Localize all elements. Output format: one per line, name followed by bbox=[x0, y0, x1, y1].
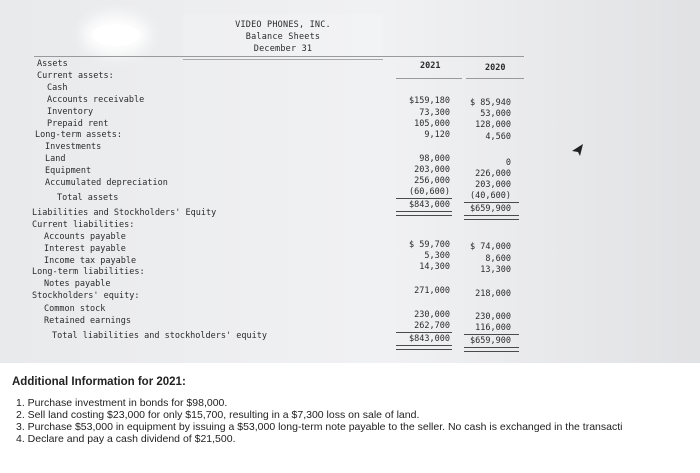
info-item-2: 2. Sell land costing $23,000 for only $15,700, resulting in a $7,300 loss on sale of land. bbox=[16, 409, 420, 421]
notes-label: Notes payable bbox=[44, 279, 111, 289]
subtotal-rule-2021 bbox=[396, 198, 452, 199]
investments-2020: 0 bbox=[505, 158, 511, 168]
ap-2020: $ 74,000 bbox=[470, 242, 511, 252]
total-le-2020: $659,900 bbox=[470, 336, 511, 346]
lt-assets-label: Long-term assets: bbox=[35, 130, 122, 140]
notes-2020: 218,000 bbox=[475, 289, 511, 299]
total-assets-label: Total assets bbox=[57, 193, 119, 203]
statement-header bbox=[183, 14, 383, 60]
interest-2021: 5,300 bbox=[424, 251, 450, 261]
mouse-cursor-icon bbox=[571, 143, 585, 159]
inventory-2020: 128,000 bbox=[475, 120, 511, 130]
interest-2020: 8,600 bbox=[485, 254, 511, 264]
info-item-4: 4. Declare and pay a cash dividend of $21,500. bbox=[16, 433, 236, 445]
investments-2021: 98,000 bbox=[419, 154, 450, 164]
equipment-label: Equipment bbox=[45, 166, 92, 176]
subtotal-le-rule-2020 bbox=[464, 334, 519, 335]
equipment-2021: 256,000 bbox=[414, 176, 450, 186]
acc-dep-2020: (40,600) bbox=[470, 191, 511, 201]
prepaid-2020: 4,560 bbox=[485, 132, 511, 142]
header-rule bbox=[34, 56, 524, 57]
land-2020: 226,000 bbox=[475, 169, 511, 179]
assets-heading: Assets bbox=[37, 59, 68, 69]
land-label: Land bbox=[45, 154, 66, 164]
re-2020: 116,000 bbox=[475, 323, 511, 333]
tax-2020: 13,300 bbox=[480, 265, 511, 275]
additional-info-title: Additional Information for 2021: bbox=[12, 376, 186, 388]
total-le-2021: $843,000 bbox=[409, 334, 450, 344]
total-le-label: Total liabilities and stockholders' equity bbox=[52, 331, 267, 341]
equipment-2020: 203,000 bbox=[475, 180, 511, 190]
info-item-3: 3. Purchase $53,000 in equipment by issuing a $53,000 long-term note payable to the seller. No cash is exchanged in the transacti bbox=[16, 421, 623, 433]
lt-liab-label: Long-term liabilities: bbox=[32, 267, 145, 277]
info-item-1: 1. Purchase investment in bonds for $98,000. bbox=[16, 397, 228, 409]
notes-2021: 271,000 bbox=[414, 286, 450, 296]
column-2021-rule bbox=[396, 78, 462, 79]
common-2021: 230,000 bbox=[414, 310, 450, 320]
se-label: Stockholders' equity: bbox=[32, 291, 140, 301]
land-2021: 203,000 bbox=[414, 165, 450, 175]
acc-dep-2021: (60,600) bbox=[409, 187, 450, 197]
current-assets-label: Current assets: bbox=[37, 71, 114, 81]
company-name: VIDEO PHONES, INC. bbox=[235, 20, 331, 30]
interest-label: Interest payable bbox=[44, 244, 126, 254]
liab-equity-heading: Liabilities and Stockholders' Equity bbox=[32, 208, 217, 218]
column-2021-header: 2021 bbox=[420, 61, 441, 71]
acc-dep-label: Accumulated depreciation bbox=[45, 178, 168, 188]
current-liab-label: Current liabilities: bbox=[32, 220, 135, 230]
ar-2020: 53,000 bbox=[480, 109, 511, 119]
prepaid-label: Prepaid rent bbox=[47, 119, 109, 129]
additional-information bbox=[0, 363, 700, 473]
column-2020-header: 2020 bbox=[485, 63, 506, 73]
investments-label: Investments bbox=[45, 142, 102, 152]
subtotal-le-rule-2021 bbox=[396, 332, 452, 333]
cash-2020: $ 85,940 bbox=[470, 98, 511, 108]
prepaid-2021: 9,120 bbox=[424, 130, 450, 140]
total-rule-2021 bbox=[396, 211, 452, 216]
tax-2021: 14,300 bbox=[419, 262, 450, 272]
total-rule-2020 bbox=[464, 215, 519, 220]
subtotal-rule-2020 bbox=[464, 202, 519, 203]
ap-2021: $ 59,700 bbox=[409, 240, 450, 250]
total-assets-2021: $843,000 bbox=[409, 200, 450, 210]
inventory-2021: 105,000 bbox=[414, 119, 450, 129]
total-assets-2020: $659,900 bbox=[470, 204, 511, 214]
column-2020-rule bbox=[466, 78, 524, 79]
statement-title: Balance Sheets bbox=[245, 32, 321, 42]
ar-2021: 73,300 bbox=[419, 108, 450, 118]
common-label: Common stock bbox=[44, 304, 106, 314]
cash-2021: $159,180 bbox=[409, 96, 450, 106]
cash-label: Cash bbox=[47, 83, 68, 93]
total-le-rule-2020 bbox=[464, 347, 519, 352]
ap-label: Accounts payable bbox=[44, 232, 126, 242]
total-le-rule-2021 bbox=[396, 345, 452, 350]
tax-label: Income tax payable bbox=[44, 256, 137, 266]
re-label: Retained earnings bbox=[44, 316, 131, 326]
re-2021: 262,700 bbox=[414, 321, 450, 331]
light-glare bbox=[92, 24, 140, 46]
inventory-label: Inventory bbox=[47, 107, 94, 117]
statement-date: December 31 bbox=[253, 44, 313, 54]
ar-label: Accounts receivable bbox=[47, 95, 145, 105]
common-2020: 230,000 bbox=[475, 312, 511, 322]
